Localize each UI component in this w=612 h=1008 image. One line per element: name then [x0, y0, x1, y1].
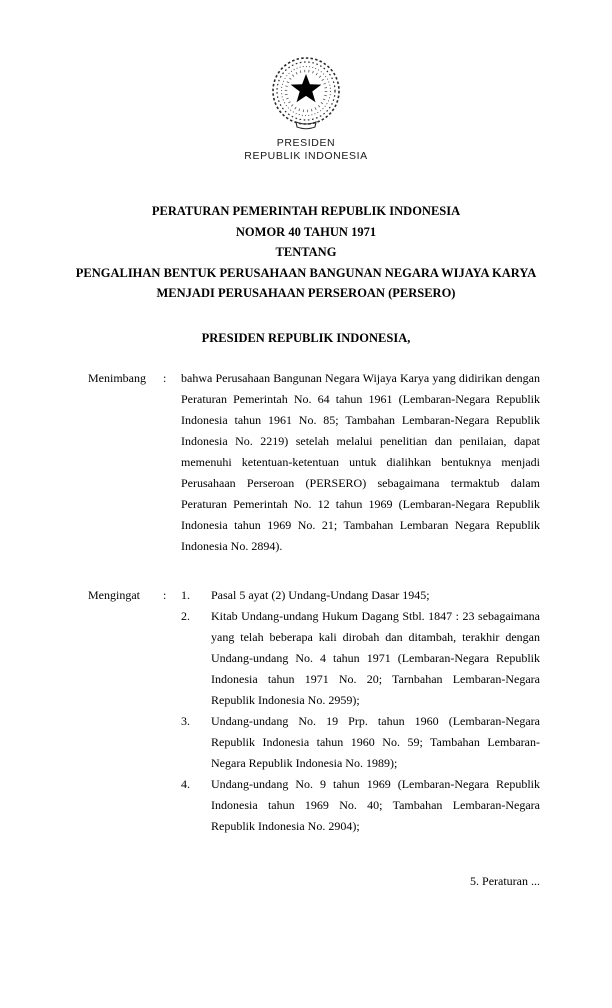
mengingat-label: Mengingat	[88, 587, 140, 602]
salutation: PRESIDEN REPUBLIK INDONESIA,	[201, 330, 411, 345]
regulation-title	[0, 201, 612, 304]
mengingat-item-2-number: 2.	[181, 608, 190, 623]
mengingat-item-3	[181, 711, 540, 774]
mengingat-item-4-number: 4.	[181, 776, 190, 791]
menimbang-colon: :	[163, 370, 167, 385]
mengingat-list	[181, 585, 540, 837]
menimbang-label: Menimbang	[88, 370, 146, 385]
mengingat-item-4	[181, 774, 540, 837]
letterhead-caption	[0, 137, 612, 163]
mengingat-item-2	[181, 606, 540, 711]
state-star-wreath-emblem-icon	[264, 54, 348, 134]
mengingat-item-4-text: Undang-undang No. 9 tahun 1969 (Lembaran-Negara Republik Indonesia tahun 1969 No. 40; Tambahan Lembaran-Negara Republik Indonesia No. 2904);	[211, 776, 540, 833]
letterhead-republik-indonesia: REPUBLIK INDONESIA	[244, 150, 368, 162]
title-line-1: PERATURAN PEMERINTAH REPUBLIK INDONESIA	[151, 204, 461, 218]
title-line-2: NOMOR 40 TAHUN 1971	[235, 224, 377, 239]
title-line-3: TENTANG	[275, 245, 337, 259]
mengingat-item-2-text: Kitab Undang-undang Hukum Dagang Stbl. 1847 : 23 sebagaimana yang telah beberapa kali dirobah dan ditambah, terakhir dengan Undang-undang No. 4 tahun 1971 (Lembaran-Negara Republik Indonesia tahun 1971 No. 20; Tarnbahan Lembaran-Negara Republik Indonesia No. 2959);	[211, 608, 540, 707]
letterhead	[0, 0, 612, 163]
title-line-5: MENJADI PERUSAHAAN PERSEROAN (PERSERO)	[156, 286, 456, 300]
mengingat-section	[88, 585, 540, 837]
mengingat-colon: :	[163, 587, 167, 602]
mengingat-item-1-number: 1.	[181, 587, 190, 602]
catchword: 5. Peraturan ...	[470, 873, 540, 888]
mengingat-item-3-text: Undang-undang No. 19 Prp. tahun 1960 (Lembaran-Negara Republik Indonesia tahun 1960 No. 59; Tambahan Lembaran-Negara Republik Indonesia No. 1989);	[211, 713, 540, 770]
menimbang-section	[88, 368, 540, 557]
mengingat-item-3-number: 3.	[181, 713, 190, 728]
mengingat-item-1-text: Pasal 5 ayat (2) Undang-Undang Dasar 1945;	[211, 587, 430, 602]
letterhead-presiden: PRESIDEN	[276, 137, 336, 149]
title-line-4: PENGALIHAN BENTUK PERUSAHAAN BANGUNAN NEGARA WIJAYA KARYA	[75, 265, 537, 280]
menimbang-body: bahwa Perusahaan Bangunan Negara Wijaya Karya yang didirikan dengan Peraturan Pemerintah No. 64 tahun 1961 (Lembaran-Negara Republik Indonesia tahun 1961 No. 85; Tambahan Lembaran-Negara Republik Indonesia No. 2219) setelah melalui penelitian dan penilaian, dapat memenuhi ketentuan-ketentuan untuk dialihkan bentuknya menjadi Perusahaan Perseroan (PERSERO) sebagaimana termaktub dalam Peraturan Pemerintah No. 12 tahun 1969 (Lembaran-Negara Republik Indonesia tahun 1969 No. 21; Tambahan Lembaran Negara Republik Indonesia No. 2894).	[181, 370, 540, 553]
mengingat-item-1	[181, 585, 540, 606]
